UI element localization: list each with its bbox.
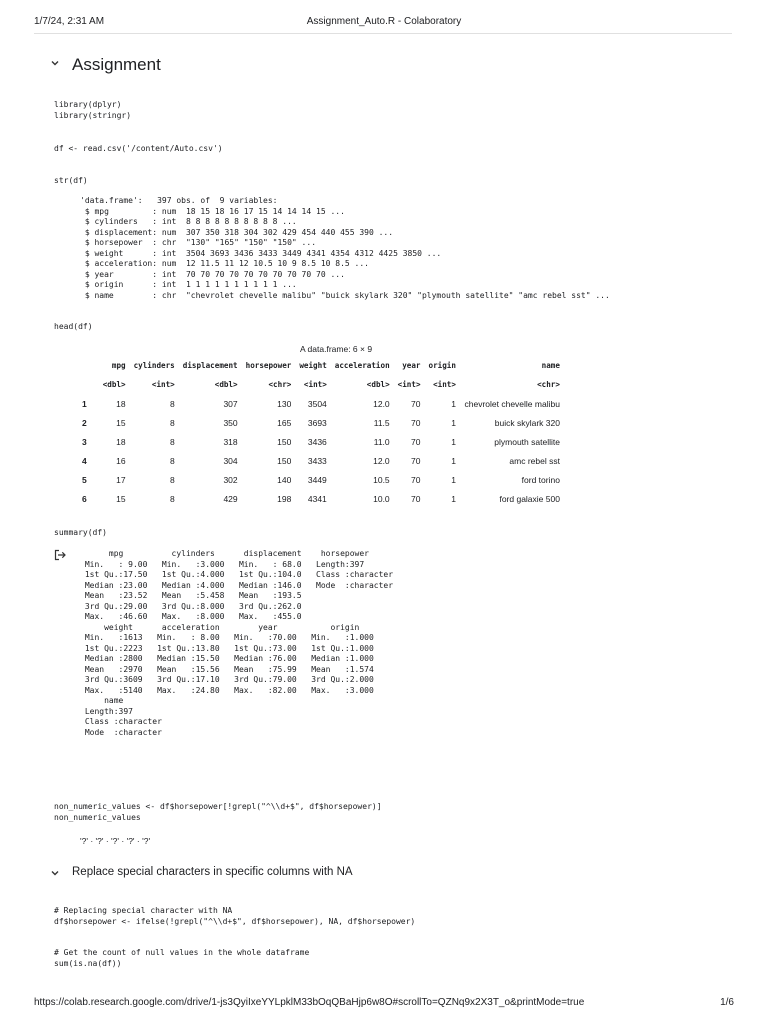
column-header bbox=[70, 356, 99, 375]
section-title-replace[interactable]: Replace special characters in specific columns with NA bbox=[72, 866, 353, 878]
page-number: 1/6 bbox=[720, 997, 734, 1008]
table-cell: 70 bbox=[411, 493, 421, 504]
table-cell: 12.0 bbox=[373, 455, 390, 466]
table-header-row bbox=[70, 356, 564, 375]
table-cell: buick skylark 320 bbox=[494, 417, 560, 428]
table-cell: 11.5 bbox=[373, 417, 390, 428]
table-cell: 12.0 bbox=[373, 398, 390, 409]
table-cell: 70 bbox=[411, 417, 421, 428]
table-cell: 304 bbox=[223, 455, 238, 466]
table-cell: 16 bbox=[116, 455, 126, 466]
table-row bbox=[70, 432, 564, 451]
code-cell-non-numeric[interactable]: non_numeric_values <- df$horsepower[!grepl("^\\d+$", df$horsepower)] non_numeric_values bbox=[54, 802, 382, 822]
row-index: 6 bbox=[82, 493, 87, 504]
table-cell: 70 bbox=[411, 474, 421, 485]
table-row bbox=[70, 470, 564, 489]
table-cell: 318 bbox=[223, 436, 238, 447]
column-type: <int> bbox=[397, 380, 421, 389]
column-header: cylinders bbox=[133, 361, 175, 370]
table-cell: 150 bbox=[277, 436, 292, 447]
table-cell: 3693 bbox=[307, 417, 327, 428]
table-cell: 70 bbox=[411, 436, 421, 447]
table-cell: 140 bbox=[277, 474, 292, 485]
output-summary: mpg cylinders displacement horsepower Min. : 9.00 Min. :3.000 Min. : 68.0 Length:397 1st Qu.:17.50 1st Qu.:4.000 1st Qu.:104.0 Class :character Median :23.00 Median :4.000 Median :146.0 Mode :character Mean :23.52 Mean :5.458 Mean :193.5 3rd Qu.:29.00 3rd Qu.:8.000 3rd Qu.:262.0 Max. :46.60 Max. :8.000 Max. :455.0 weight acceleration year origin Min. :1613 Min. : 8.00 Min. :70.00 Min. :1.000 1st Qu.:2223 1st Qu.:13.80 1st Qu.:73.00 1st Qu.:1.000 Median :2800 Median :15.50 Median :76.00 Median :1.000 Mean :2970 Mean :15.56 Mean :75.99 Mean :1.574 3rd Qu.:3609 3rd Qu.:17.10 3rd Qu.:79.00 3rd Qu.:2.000 Max. :5140 Max. :24.80 Max. :82.00 Max. :3.000 name Length:397 Class :character Mode :character bbox=[84, 549, 394, 737]
table-cell: 8 bbox=[170, 417, 175, 428]
column-type bbox=[70, 375, 99, 394]
row-index: 2 bbox=[82, 417, 87, 428]
table-cell: 150 bbox=[277, 455, 292, 466]
table-row bbox=[70, 413, 564, 432]
column-type: <chr> bbox=[268, 380, 292, 389]
table-cell: 18 bbox=[116, 436, 126, 447]
table-row bbox=[70, 489, 564, 508]
table-cell: 1 bbox=[451, 436, 456, 447]
header-divider bbox=[34, 33, 732, 34]
column-type: <dbl> bbox=[214, 380, 238, 389]
table-row bbox=[70, 451, 564, 470]
table-cell: 1 bbox=[451, 455, 456, 466]
table-cell: ford torino bbox=[521, 474, 560, 485]
table-cell: 70 bbox=[411, 398, 421, 409]
chevron-down-icon[interactable] bbox=[50, 868, 60, 881]
column-header: weight bbox=[299, 361, 327, 370]
table-cell: 8 bbox=[170, 455, 175, 466]
table-cell: ford galaxie 500 bbox=[499, 493, 560, 504]
column-header: horsepower bbox=[245, 361, 292, 370]
output-redirect-icon[interactable] bbox=[54, 548, 67, 566]
table-cell: plymouth satellite bbox=[494, 436, 560, 447]
table-cell: 3449 bbox=[307, 474, 327, 485]
column-header: acceleration bbox=[334, 361, 390, 370]
row-index: 4 bbox=[82, 455, 87, 466]
code-cell-count-na[interactable]: # Get the count of null values in the whole dataframe sum(is.na(df)) bbox=[54, 948, 310, 968]
column-header: name bbox=[541, 361, 560, 370]
table-cell: 8 bbox=[170, 398, 175, 409]
table-cell: 11.0 bbox=[373, 436, 390, 447]
table-cell: 8 bbox=[170, 436, 175, 447]
column-header: year bbox=[402, 361, 421, 370]
table-cell: 4341 bbox=[307, 493, 327, 504]
table-cell: 15 bbox=[116, 417, 126, 428]
column-type: <int> bbox=[433, 380, 456, 389]
table-cell: 17 bbox=[116, 474, 126, 485]
table-cell: 70 bbox=[411, 455, 421, 466]
row-index: 3 bbox=[82, 436, 87, 447]
code-cell-str[interactable]: str(df) bbox=[54, 176, 88, 185]
table-cell: 8 bbox=[170, 493, 175, 504]
table-cell: 3433 bbox=[307, 455, 327, 466]
column-header: displacement bbox=[182, 361, 238, 370]
table-cell: chevrolet chevelle malibu bbox=[464, 398, 560, 409]
table-cell: 130 bbox=[277, 398, 292, 409]
table-type-row bbox=[70, 375, 564, 394]
chevron-down-icon[interactable] bbox=[50, 58, 60, 71]
table-cell: 1 bbox=[451, 474, 456, 485]
table-cell: 10.0 bbox=[373, 493, 390, 504]
row-index: 1 bbox=[82, 398, 87, 409]
column-type: <int> bbox=[151, 380, 175, 389]
table-cell: 10.5 bbox=[373, 474, 390, 485]
output-non-numeric: '?' · '?' · '?' · '?' · '?' bbox=[80, 836, 151, 846]
column-type: <dbl> bbox=[366, 380, 390, 389]
table-cell: 350 bbox=[223, 417, 238, 428]
table-cell: 307 bbox=[223, 398, 238, 409]
table-row bbox=[70, 394, 564, 413]
table-cell: 429 bbox=[223, 493, 238, 504]
table-cell: 18 bbox=[116, 398, 126, 409]
table-cell: 8 bbox=[170, 474, 175, 485]
code-cell-head[interactable]: head(df) bbox=[54, 322, 93, 331]
code-cell-libraries[interactable]: library(dplyr) library(stringr) bbox=[54, 100, 132, 120]
table-cell: 3504 bbox=[307, 398, 327, 409]
table-cell: 1 bbox=[451, 398, 456, 409]
code-cell-replace[interactable]: # Replacing special character with NA df$horsepower <- ifelse(!grepl("^\\d+$", df$horsepower), NA, df$horsepower) bbox=[54, 906, 416, 926]
column-type: <dbl> bbox=[102, 380, 126, 389]
table-cell: 15 bbox=[116, 493, 126, 504]
table-cell: 198 bbox=[277, 493, 292, 504]
table-cell: 1 bbox=[451, 417, 456, 428]
output-str: 'data.frame': 397 obs. of 9 variables: $ mpg : num 18 15 18 16 17 15 14 14 14 15 ... $ cylinders : int 8 8 8 8 8 8 8 8 8 8 ... $ displacement: num 307 350 318 304 302 429 454 440 455 390 ... $ horsepower : chr "130" "165" "150" "150" ... $ weight : int 3504 3693 3436 3433 3449 4341 4354 4312 4425 3850 ... $ acceleration: num 12 11.5 11 12 10.5 10 9 8.5 10 8.5 ... $ year : int 70 70 70 70 70 70 70 70 70 70 ... $ origin : int 1 1 1 1 1 1 1 1 1 1 ... $ name : chr "chevrolet chevelle malibu" "buick skylark 320" "plymouth satellite" "amc rebel sst" ... bbox=[80, 196, 610, 300]
column-type: <chr> bbox=[537, 380, 560, 389]
table-cell: 1 bbox=[451, 493, 456, 504]
table-cell: 3436 bbox=[307, 436, 327, 447]
print-title: Assignment_Auto.R - Colaboratory bbox=[306, 16, 462, 27]
print-url: https://colab.research.google.com/drive/1-js3QyiIxeYYLpklM33bOqQBaHjp6w8O#scrollTo=QZNq9x2X3T_o&printMode=true bbox=[34, 997, 585, 1008]
table-cell: 302 bbox=[223, 474, 238, 485]
table-cell: amc rebel sst bbox=[509, 455, 560, 466]
row-index: 5 bbox=[82, 474, 87, 485]
print-timestamp: 1/7/24, 2:31 AM bbox=[34, 16, 105, 27]
code-cell-summary[interactable]: summary(df) bbox=[54, 528, 107, 537]
column-header: origin bbox=[428, 361, 456, 370]
column-type: <int> bbox=[303, 380, 327, 389]
table-caption: A data.frame: 6 × 9 bbox=[300, 344, 373, 354]
column-header: mpg bbox=[111, 361, 126, 370]
head-dataframe-table bbox=[70, 356, 564, 508]
code-cell-read-csv[interactable]: df <- read.csv('/content/Auto.csv') bbox=[54, 144, 223, 153]
table-cell: 165 bbox=[277, 417, 292, 428]
section-title-assignment[interactable]: Assignment bbox=[72, 55, 161, 74]
